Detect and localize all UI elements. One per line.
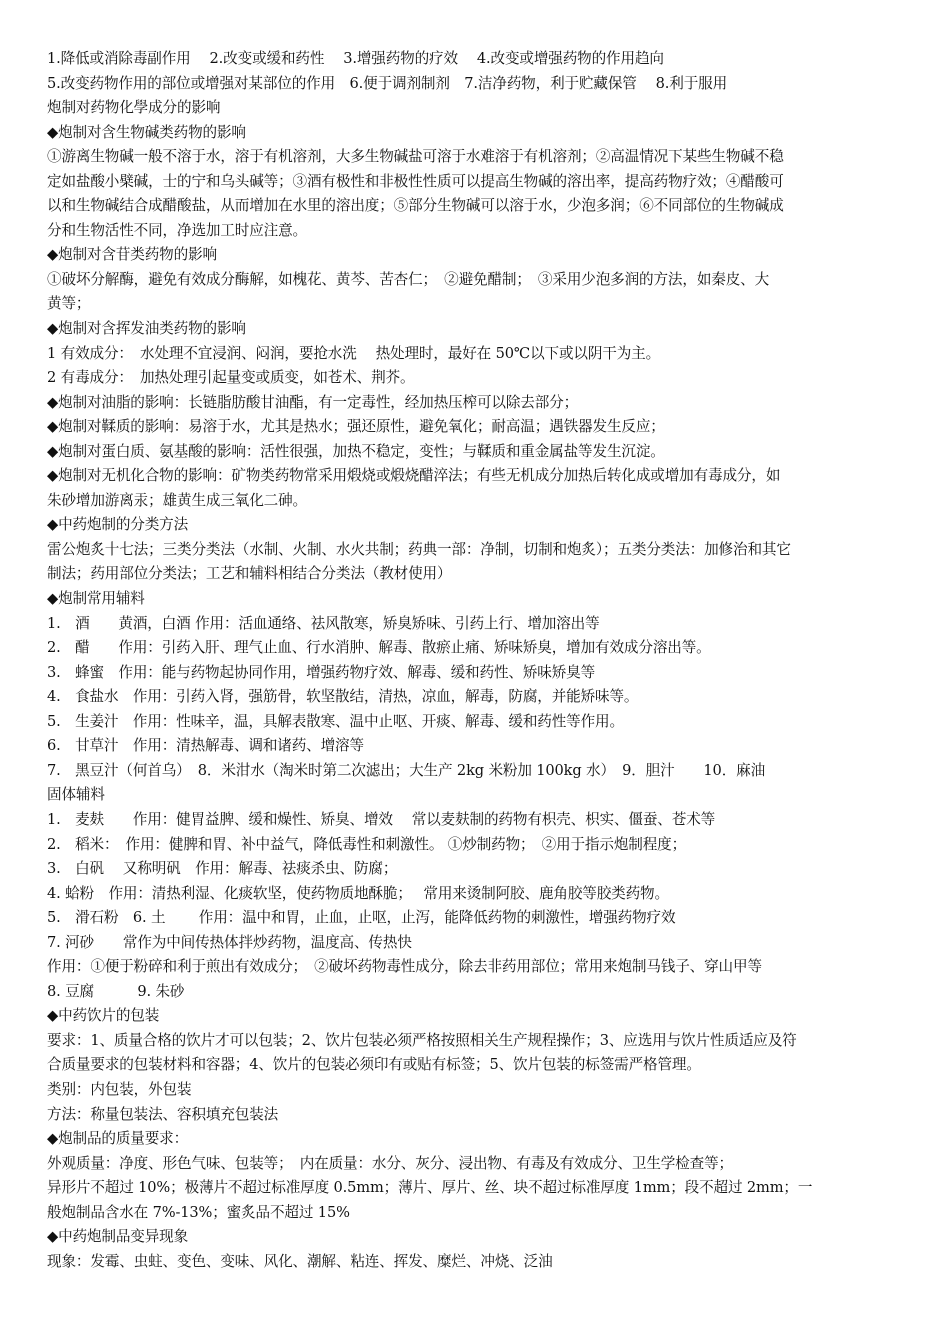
list-item: 7. 黑豆汁（何首乌） 8．米泔水（淘米时第二次滤出；大生产 2kg 米粉加 100kg 水） 9．胆汁 10．麻油 bbox=[47, 761, 766, 779]
section-heading: ◆炮制对含挥发油类药物的影响 bbox=[47, 320, 246, 338]
section-heading: ◆炮制对鞣质的影响：易溶于水，尤其是热水；强还原性，避免氧化；耐高温；遇铁器发生反应； bbox=[47, 418, 665, 436]
list-item: 2. 稻米： 作用：健脾和胃、补中益气，降低毒性和刺激性。 ①炒制药物； ②用于指示炮制程度； bbox=[47, 835, 687, 853]
text-line: 异形片不超过 10%；极薄片不超过标准厚度 0.5mm；薄片、厚片、丝、块不超过标准厚度 1mm；段不超过 2mm；一 bbox=[47, 1179, 813, 1197]
text-line: ①破坏分解酶，避免有效成分酶解，如槐花、黄芩、苦杏仁； ②避免醋制； ③采用少泡多润的方法，如秦皮、大 bbox=[47, 270, 770, 288]
text-line: 2 有毒成分： 加热处理引起量变或质变，如苍术、荆芥。 bbox=[47, 369, 415, 387]
text-line: 1.降低或消除毒副作用 2.改变或缓和药性 3.增强药物的疗效 4.改变或增强药物的作用趋向 bbox=[47, 50, 664, 67]
section-heading: ◆炮制对蛋白质、氨基酸的影响：活性很强，加热不稳定，变性；与鞣质和重金属盐等发生沉淀。 bbox=[47, 442, 665, 460]
section-heading: ◆中药炮制品变异现象 bbox=[47, 1228, 189, 1246]
text-line: 以和生物碱结合成醋酸盐，从而增加在水里的溶出度；⑤部分生物碱可以溶于水，少泡多润；⑥不同部位的生物碱成 bbox=[47, 197, 784, 215]
list-item: 8. 豆腐 9. 朱砂 bbox=[47, 982, 185, 1000]
text-line: 要求：1、质量合格的饮片才可以包装；2、饮片包装必须严格按照相关生产规程操作；3、应选用与饮片性质适应及符 bbox=[47, 1031, 797, 1049]
section-heading: ◆炮制对油脂的影响：长链脂肪酸甘油酯，有一定毒性，经加热压榨可以除去部分； bbox=[47, 393, 579, 411]
list-item: 1. 麦麸 作用：健胃益脾、缓和燥性、矫臭、增效 常以麦麸制的药物有枳壳、枳实、僵蚕、苍术等 bbox=[47, 810, 716, 828]
list-item: 6. 甘草汁 作用：清热解毒、调和诸药、增溶等 bbox=[47, 737, 364, 755]
text-line: 1 有效成分： 水处理不宜浸润、闷润，要抢水洗 热处理时，最好在 50℃以下或以阴干为主。 bbox=[47, 344, 661, 362]
list-item: 3. 白矾 又称明矾 作用：解毒、祛痰杀虫、防腐； bbox=[47, 860, 398, 878]
list-item: 5. 生姜汁 作用：性味辛，温，具解表散寒、温中止呕、开痰、解毒、缓和药性等作用。 bbox=[47, 712, 624, 730]
text-line: 朱砂增加游离汞；雄黄生成三氧化二砷。 bbox=[47, 491, 307, 509]
list-item: 5. 滑石粉 6. 土 作用：温中和胃，止血，止呕，止泻，能降低药物的刺激性，增强药物疗效 bbox=[47, 909, 676, 927]
section-heading: ◆炮制对含生物碱类药物的影响 bbox=[47, 123, 246, 141]
text-line: 制法；药用部位分类法；工艺和辅料相结合分类法（教材使用） bbox=[47, 565, 452, 583]
list-item: 3. 蜂蜜 作用：能与药物起协同作用，增强药物疗效、解毒、缓和药性、矫味矫臭等 bbox=[47, 663, 596, 681]
text-line: 作用：①便于粉碎和利于煎出有效成分； ②破坏药物毒性成分，除去非药用部位；常用来炮制马钱子、穿山甲等 bbox=[47, 958, 762, 976]
text-line: 合质量要求的包装材料和容器；4、饮片的包装必须印有或贴有标签；5、饮片包装的标签需严格管理。 bbox=[47, 1056, 701, 1074]
text-line: 定如盐酸小檗碱，士的宁和乌头碱等；③酒有极性和非极性性质可以提高生物碱的溶出率，提高药物疗效；④醋酸可 bbox=[47, 172, 784, 190]
text-line: 类别：内包装，外包装 bbox=[47, 1080, 192, 1098]
text-line: 外观质量：净度、形色气味、包装等； 内在质量：水分、灰分、浸出物、有毒及有效成分、卫生学检查等； bbox=[47, 1154, 734, 1172]
list-item: 4. 食盐水 作用：引药入肾，强筋骨，软坚散结，清热，凉血，解毒，防腐，并能矫味等。 bbox=[47, 688, 639, 706]
section-heading: ◆炮制对无机化合物的影响：矿物类药物常采用煅烧或煅烧醋淬法；有些无机成分加热后转化成或增加有毒成分，如 bbox=[47, 467, 781, 485]
section-heading: ◆炮制常用辅料 bbox=[47, 590, 145, 608]
list-item: 1. 酒 黄酒，白酒 作用：活血通络、祛风散寒，矫臭矫味、引药上行、增加溶出等 bbox=[47, 614, 600, 632]
section-heading: 炮制对药物化學成分的影响 bbox=[47, 99, 221, 117]
section-heading: ◆炮制品的质量要求： bbox=[47, 1130, 189, 1148]
text-line: 方法：称量包装法、容积填充包装法 bbox=[47, 1105, 279, 1123]
subsection-heading: 固体辅料 bbox=[47, 786, 105, 804]
text-line: 现象：发霉、虫蛀、变色、变味、风化、潮解、粘连、挥发、糜烂、冲烧、泛油 bbox=[47, 1252, 553, 1270]
list-item: 4. 蛤粉 作用：清热利湿、化痰软坚，使药物质地酥脆； 常用来烫制阿胶、鹿角胶等胶类药物。 bbox=[47, 884, 669, 902]
section-heading: ◆中药饮片的包装 bbox=[47, 1007, 160, 1025]
text-line: 般炮制品含水在 7%-13%；蜜炙品不超过 15% bbox=[47, 1203, 350, 1221]
text-line: ①游离生物碱一般不溶于水，溶于有机溶剂，大多生物碱盐可溶于水难溶于有机溶剂；②高温情况下某些生物碱不稳 bbox=[47, 148, 784, 166]
text-line: 5.改变药物作用的部位或增强对某部位的作用 6.便于调剂制剂 7.洁净药物，利于贮藏保管 8.利于服用 bbox=[47, 74, 728, 92]
section-heading: ◆中药炮制的分类方法 bbox=[47, 516, 189, 534]
list-item: 7. 河砂 常作为中间传热体拌炒药物，温度高、传热快 bbox=[47, 933, 412, 951]
text-line: 分和生物活性不同，净选加工时应注意。 bbox=[47, 221, 307, 239]
list-item: 2. 醋 作用：引药入肝、理气止血、行水消肿、解毒、散瘀止痛、矫味矫臭，增加有效成分溶出等。 bbox=[47, 639, 711, 657]
section-heading: ◆炮制对含苷类药物的影响 bbox=[47, 246, 217, 264]
text-line: 黄等； bbox=[47, 295, 91, 313]
text-line: 雷公炮炙十七法；三类分类法（水制、火制、水火共制；药典一部：净制，切制和炮炙）；五类分类法：加修治和其它 bbox=[47, 540, 791, 558]
